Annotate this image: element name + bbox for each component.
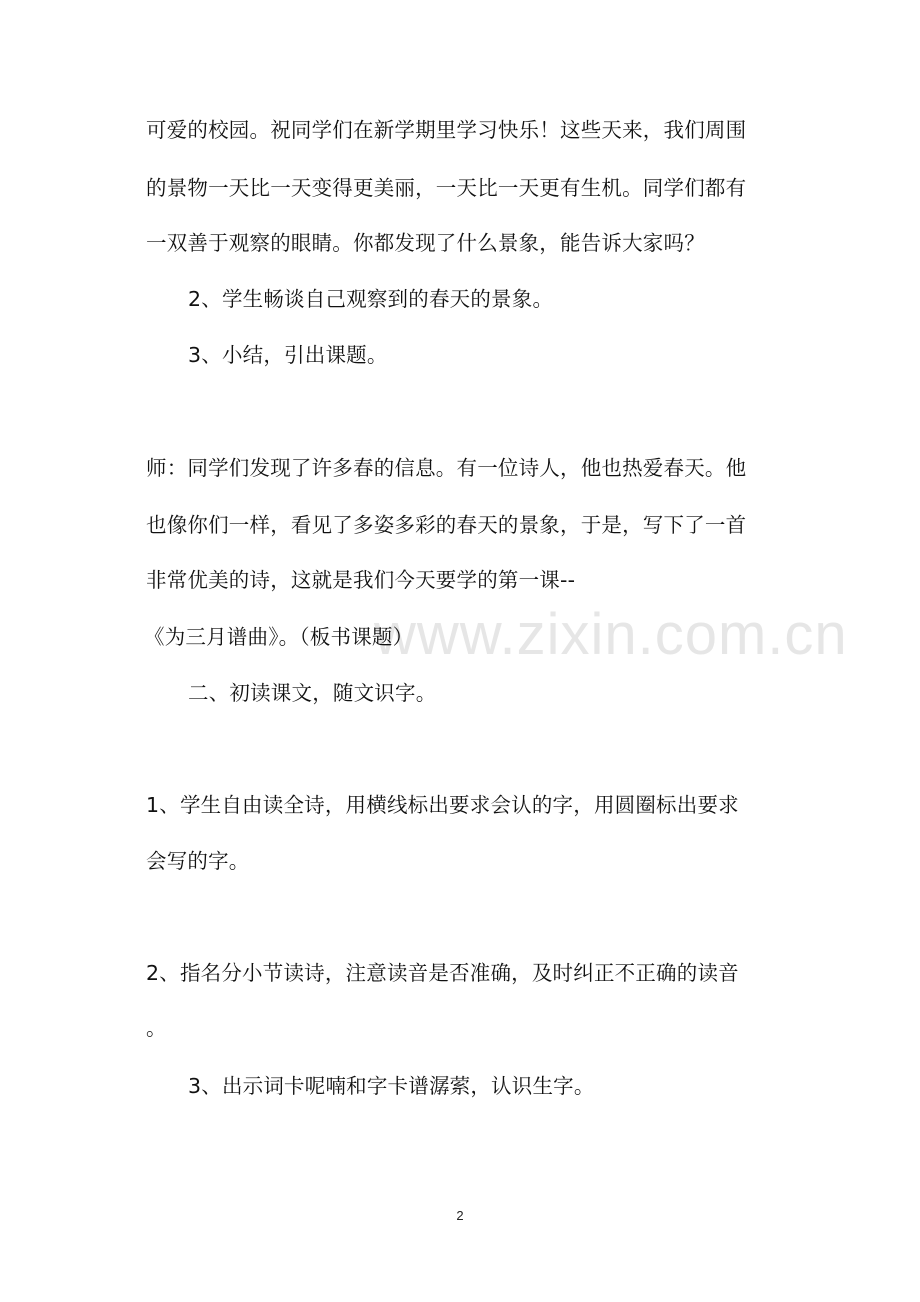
paragraph-line: 可爱的校园。祝同学们在新学期里学习快乐！这些天来，我们周围: [146, 118, 747, 142]
paragraph-line: 一双善于观察的眼睛。你都发现了什么景象，能告诉大家吗？: [146, 231, 705, 255]
paragraph-line: 3、小结，引出课题。: [188, 343, 388, 367]
paragraph-line: 2、指名分小节读诗，注意读音是否准确，及时纠正不正确的读音: [146, 961, 739, 985]
paragraph-line: 非常优美的诗，这就是我们今天要学的第一课--: [146, 568, 576, 592]
paragraph-line: 3、出示词卡呢喃和字卡谱潺萦，认识生字。: [188, 1074, 595, 1098]
page-number: 2: [456, 1208, 464, 1223]
paragraph-line: 1、学生自由读全诗，用横线标出要求会认的字，用圆圈标出要求: [146, 793, 739, 817]
paragraph-line: 《为三月谱曲》。（板书课题）: [144, 625, 414, 649]
paragraph-line: 也像你们一样，看见了多姿多彩的春天的景象，于是，写下了一首: [146, 513, 747, 537]
paragraph-line: 。: [146, 1016, 167, 1040]
paragraph-line: 会写的字。: [146, 849, 250, 873]
paragraph-line: 二、初读课文，随文识字。: [188, 681, 437, 705]
watermark: www.zixin.com.cn: [374, 602, 848, 667]
paragraph-line: 的景物一天比一天变得更美丽，一天比一天更有生机。同学们都有: [146, 176, 747, 200]
paragraph-line: 师：同学们发现了许多春的信息。有一位诗人，他也热爱春天。他: [146, 456, 747, 480]
paragraph-line: 2、学生畅谈自己观察到的春天的景象。: [188, 287, 554, 311]
